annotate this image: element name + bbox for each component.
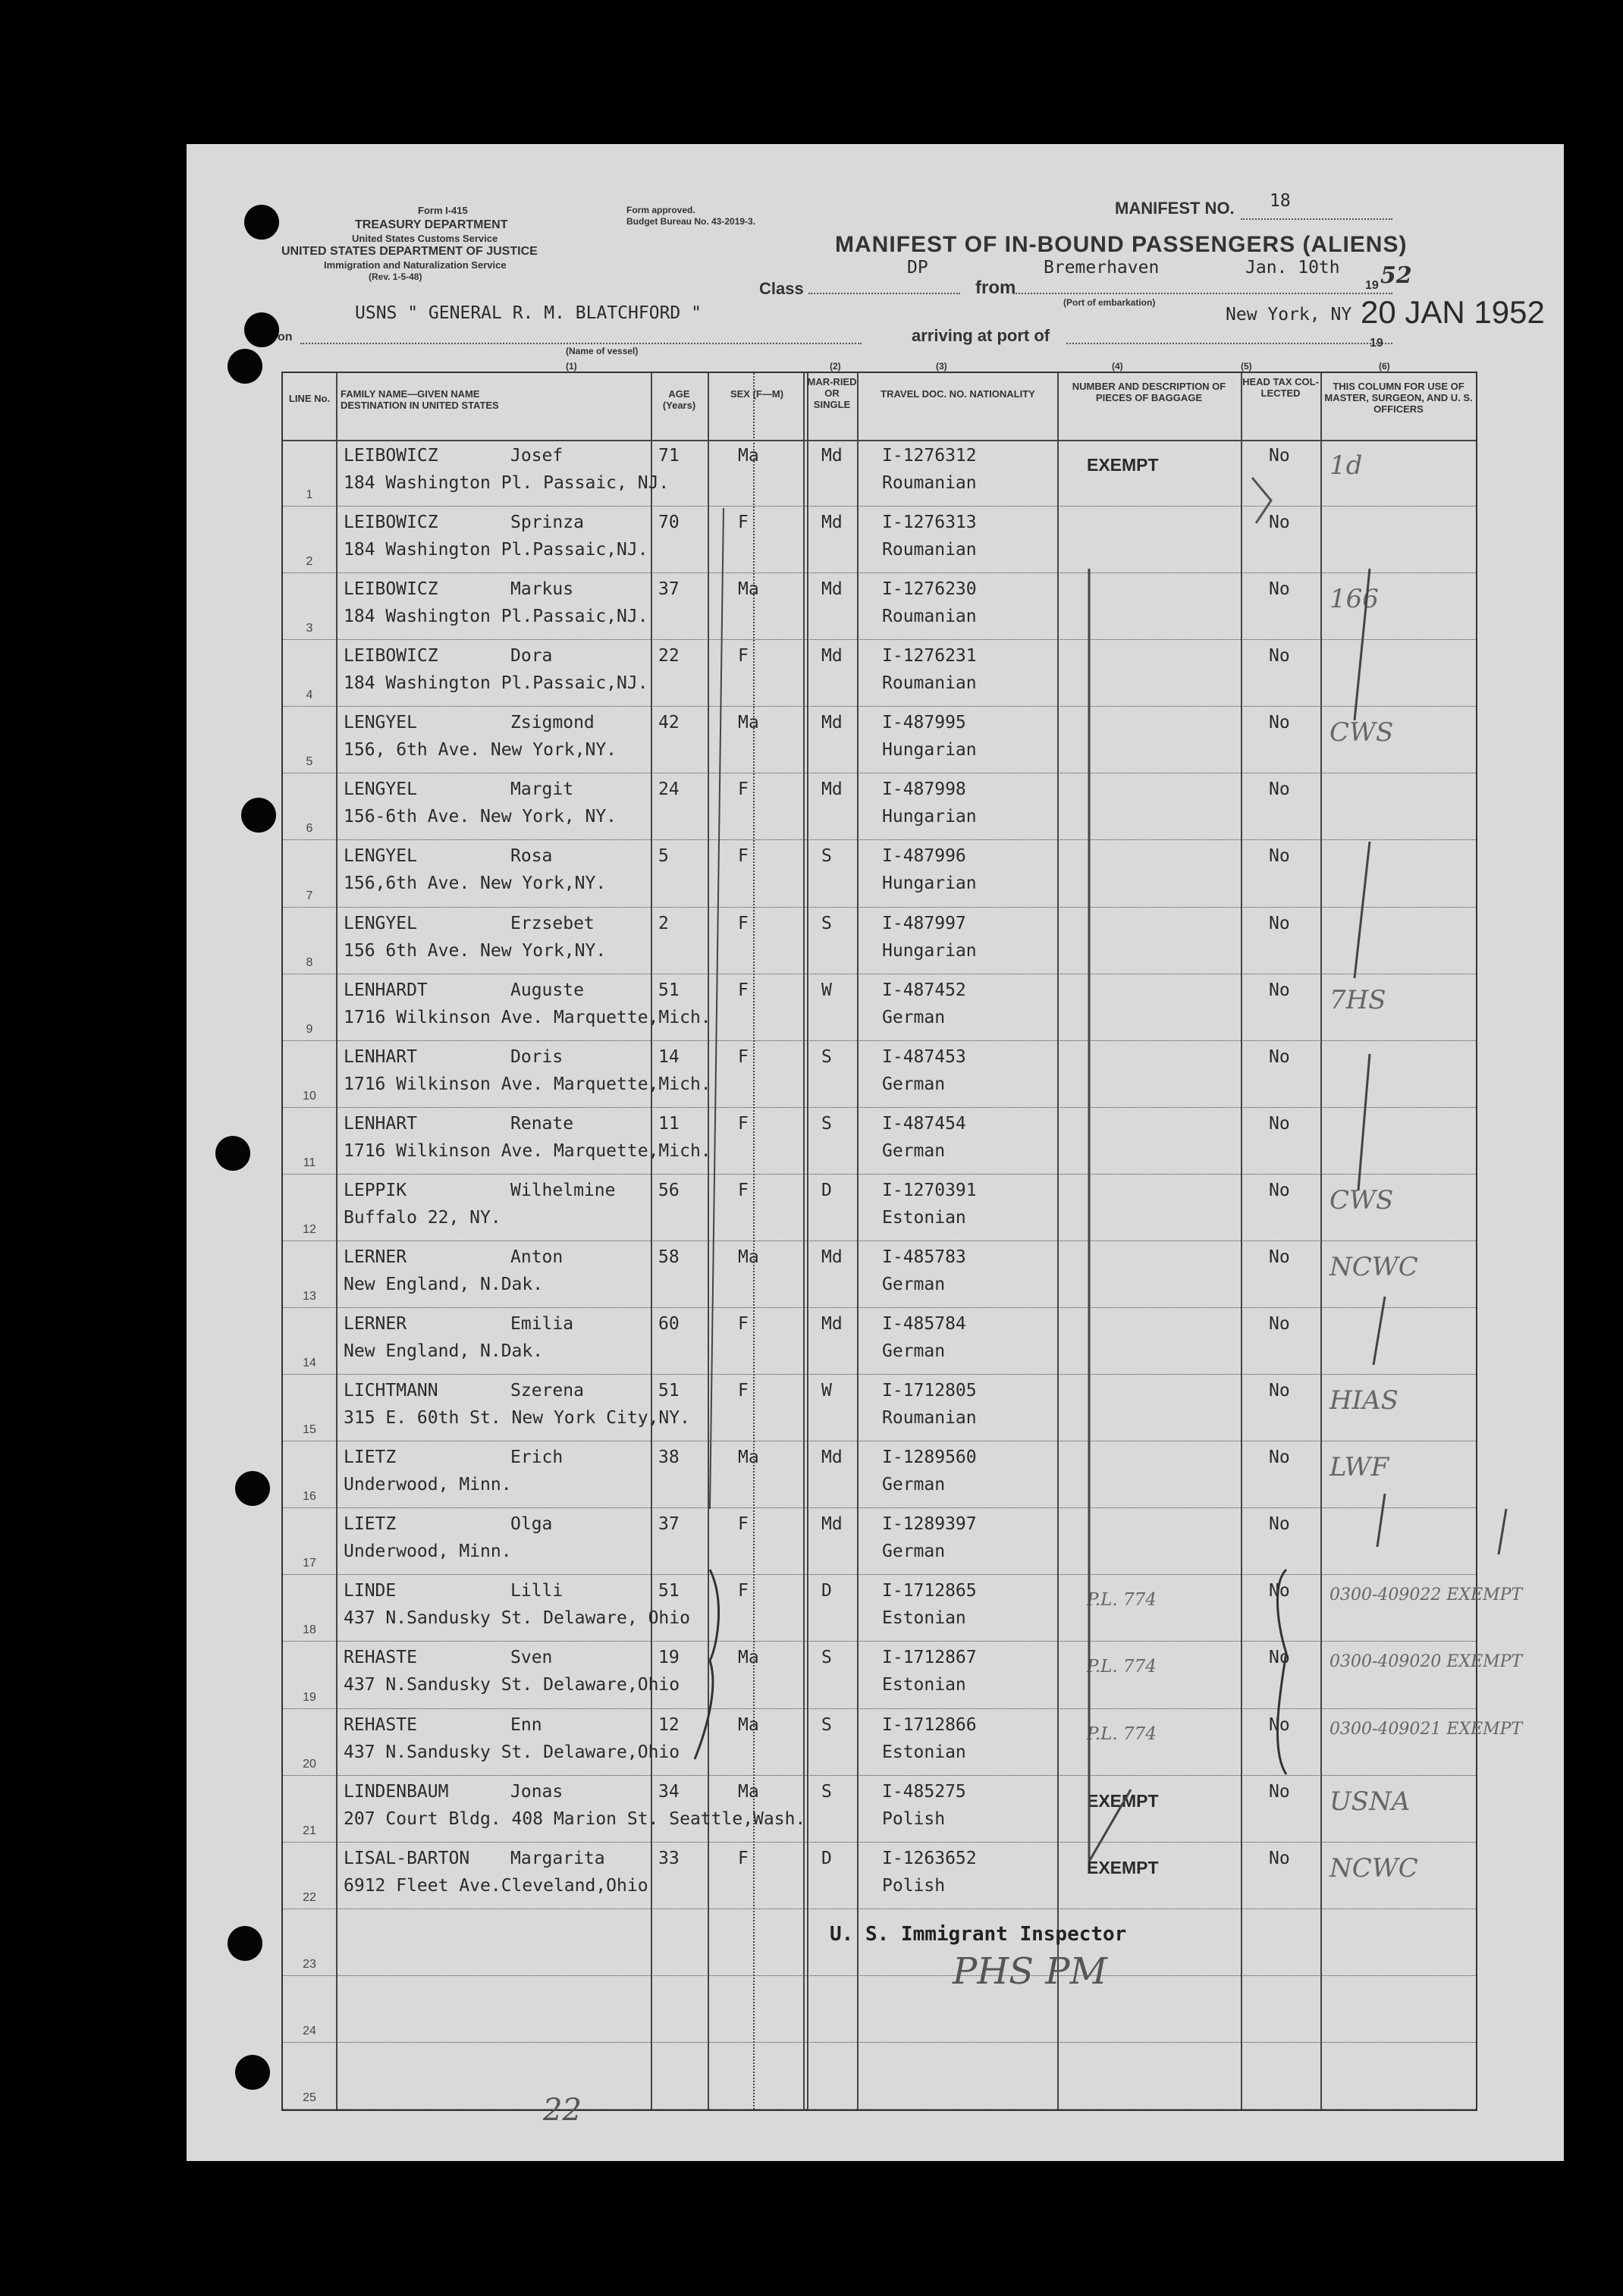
line-number: 22 [303,1890,316,1904]
cell-ms: S [821,1714,832,1735]
cell-ms: S [821,1648,832,1668]
cell-tax: No [1269,846,1290,867]
cell-ms: Md [821,646,843,667]
cell-given: Josef [510,446,563,466]
cell-bag: EXEMPT [1087,1790,1159,1811]
cell-family: LIETZ [344,1514,397,1535]
cell-doc: I-1712866 [882,1714,977,1735]
cell-tax: No [1269,1848,1290,1868]
year-printed: 19 [1365,279,1379,292]
cell-tax: No [1269,1781,1290,1802]
col-sex-header: SEX (F—M) [730,388,784,400]
cell-nat: Roumanian [882,1408,977,1429]
cell-ms: Md [821,513,843,533]
col-married-header: MAR-RIED OR SINGLE [807,376,857,410]
cell-tax: No [1269,1381,1290,1401]
line-number: 7 [306,889,313,902]
line-number: 21 [303,1824,316,1837]
cell-age: 51 [658,980,680,1000]
cell-age: 58 [658,1247,680,1267]
cell-nat: German [882,1274,946,1294]
cell-given: Jonas [510,1781,563,1802]
line-number: 19 [303,1690,316,1704]
cell-given: Sven [510,1648,553,1668]
cell-doc: I-1263652 [882,1848,977,1868]
cell-dest: 184 Washington Pl.Passaic,NJ. [344,607,648,627]
cell-nat: German [882,1475,946,1495]
cell-doc: I-1270391 [882,1180,977,1200]
cell-ms: Md [821,1514,843,1535]
cell-tax: No [1269,1581,1290,1601]
cell-note: 1d [1329,450,1363,481]
line-number: 11 [303,1156,316,1169]
col-num-6: (6) [1379,361,1390,372]
cell-doc: I-487453 [882,1046,966,1067]
cell-sex: F [738,1314,749,1335]
cell-dest: New England, N.Dak. [344,1341,544,1362]
cell-nat: German [882,1074,946,1094]
arriving-label: arriving at port of [912,326,1050,345]
cell-family: LEIBOWICZ [344,579,438,600]
cell-nat: Estonian [882,1675,966,1695]
form-number: Form I-415 [418,205,468,216]
cell-sex: Ma [738,1448,759,1468]
cell-doc: I-487454 [882,1113,966,1134]
cell-given: Zsigmond [510,713,595,733]
cell-family: LIETZ [344,1448,397,1468]
cell-sex: Ma [738,713,759,733]
cell-sex: F [738,1180,749,1200]
cell-sex: F [738,513,749,533]
cell-note: LWF [1329,1452,1389,1483]
cell-nat: Polish [882,1808,946,1829]
cell-age: 51 [658,1381,680,1401]
cell-age: 37 [658,1514,680,1535]
cell-bag: P.L. 774 [1087,1657,1157,1677]
cell-note: 0300-409020 EXEMPT [1329,1652,1523,1672]
cell-given: Olga [510,1514,553,1535]
manifest-title: MANIFEST OF IN-BOUND PASSENGERS (ALIENS) [835,232,1408,257]
line-number: 20 [303,1757,316,1771]
cell-nat: Hungarian [882,807,977,827]
cell-ms: W [821,980,832,1000]
cell-tax: No [1269,446,1290,466]
cell-note: HIAS [1329,1385,1399,1416]
cell-given: Sprinza [510,513,584,533]
cell-nat: Hungarian [882,940,977,961]
cell-family: LEPPIK [344,1180,407,1200]
arrival-port: New York, NY [1226,305,1352,325]
cell-doc: I-1289397 [882,1514,977,1535]
class-label: Class [759,279,804,298]
cell-family: LENGYEL [344,713,417,733]
col-num-1: (1) [566,361,577,372]
cell-age: 51 [658,1581,680,1601]
cell-bag: EXEMPT [1087,1857,1159,1877]
line-number: 25 [303,2091,316,2104]
cell-given: Erich [510,1448,563,1468]
line-number: 17 [303,1557,316,1570]
cell-sex: Ma [738,1648,759,1668]
cell-nat: Estonian [882,1608,966,1629]
cell-age: 33 [658,1848,680,1868]
cell-family: LEIBOWICZ [344,446,438,466]
cell-sex: F [738,1514,749,1535]
line-number: 23 [303,1957,316,1971]
line-number: 12 [303,1222,316,1236]
cell-nat: Roumanian [882,607,977,627]
cell-dest: 437 N.Sandusky St. Delaware, Ohio [344,1608,690,1629]
cell-doc: I-1712867 [882,1648,977,1668]
cell-doc: I-487997 [882,913,966,933]
cell-given: Enn [510,1714,542,1735]
cell-given: Lilli [510,1581,563,1601]
line-number: 18 [303,1623,316,1637]
cell-nat: Hungarian [882,874,977,894]
cell-doc: I-1276230 [882,579,977,600]
cell-nat: Estonian [882,1207,966,1228]
cell-ms: S [821,1781,832,1802]
line-number: 10 [303,1089,316,1103]
cell-dest: Underwood, Minn. [344,1475,512,1495]
from-date: Jan. 10th [1245,258,1340,278]
cell-family: LENHARDT [344,980,428,1000]
cell-given: Dora [510,646,553,667]
cell-ms: S [821,1046,832,1067]
cell-doc: I-1289560 [882,1448,977,1468]
col-name-header: FAMILY NAME—GIVEN NAME DESTINATION IN UNITED STATES [341,388,499,411]
cell-tax: No [1269,713,1290,733]
cell-doc: I-487996 [882,846,966,867]
cell-dest: 437 N.Sandusky St. Delaware,Ohio [344,1675,680,1695]
cell-tax: No [1269,1448,1290,1468]
cell-doc: I-1276313 [882,513,977,533]
cell-bag: P.L. 774 [1087,1590,1157,1611]
cell-dest: 184 Washington Pl.Passaic,NJ. [344,540,648,560]
cell-nat: Hungarian [882,740,977,761]
vessel-name: USNS " GENERAL R. M. BLATCHFORD " [355,303,702,323]
cell-dest: 1716 Wilkinson Ave. Marquette,Mich. [344,1074,711,1094]
cell-sex: Ma [738,579,759,600]
line-number: 14 [303,1357,316,1370]
class-value: DP [907,258,928,278]
cell-sex: Ma [738,446,759,466]
line-number: 3 [306,622,313,635]
cell-note: 0300-409022 EXEMPT [1329,1586,1523,1605]
cell-family: LENHART [344,1113,417,1134]
cell-tax: No [1269,1514,1290,1535]
cell-given: Margarita [510,1848,605,1868]
cell-dest: 207 Court Bldg. 408 Marion St. Seattle,Wash. [344,1808,806,1829]
cell-dest: 1716 Wilkinson Ave. Marquette,Mich. [344,1140,711,1161]
line-number: 6 [306,822,313,836]
cell-tax: No [1269,1046,1290,1067]
cell-age: 5 [658,846,669,867]
punch-hole [228,1926,262,1961]
cell-given: Renate [510,1113,574,1134]
col-baggage-header: NUMBER AND DESCRIPTION OF PIECES OF BAGGAGE [1072,381,1226,403]
cell-ms: D [821,1848,832,1868]
year-written: 52 [1380,262,1412,289]
cell-ms: S [821,913,832,933]
cell-nat: German [882,1140,946,1161]
cell-given: Emilia [510,1314,574,1335]
line-number: 2 [306,555,313,569]
cell-family: LERNER [344,1247,407,1267]
cell-doc: I-485783 [882,1247,966,1267]
cell-family: LENGYEL [344,913,417,933]
cell-note: CWS [1329,717,1394,748]
cell-doc: I-487452 [882,980,966,1000]
cell-age: 38 [658,1448,680,1468]
cell-ms: S [821,846,832,867]
cell-doc: I-1276231 [882,646,977,667]
cell-age: 42 [658,713,680,733]
punch-hole [235,1471,270,1506]
cell-tax: No [1269,1180,1290,1200]
punch-hole [228,349,262,384]
cell-tax: No [1269,779,1290,800]
cell-age: 56 [658,1180,680,1200]
customs-service: United States Customs Service [352,233,498,244]
cell-nat: German [882,1007,946,1027]
cell-tax: No [1269,913,1290,933]
cell-given: Markus [510,579,574,600]
from-value: Bremerhaven [1044,258,1160,278]
cell-age: 14 [658,1046,680,1067]
cell-nat: German [882,1542,946,1562]
cell-given: Margit [510,779,574,800]
cell-age: 34 [658,1781,680,1802]
cell-tax: No [1269,1247,1290,1267]
cell-doc: I-1276312 [882,446,977,466]
cell-dest: 156 6th Ave. New York,NY. [344,940,607,961]
cell-nat: Roumanian [882,473,977,493]
punch-hole [241,798,276,833]
cell-tax: No [1269,1714,1290,1735]
punch-hole [244,312,279,347]
cell-age: 19 [658,1648,680,1668]
cell-given: Rosa [510,846,553,867]
ins-service: Immigration and Naturalization Service [324,259,507,271]
cell-age: 60 [658,1314,680,1335]
cell-dest: 184 Washington Pl. Passaic, NJ. [344,473,670,493]
cell-sex: F [738,1046,749,1067]
cell-sex: Ma [738,1247,759,1267]
cell-dest: 6912 Fleet Ave.Cleveland,Ohio [344,1875,648,1896]
cell-tax: No [1269,513,1290,533]
cell-tax: No [1269,980,1290,1000]
cell-sex: F [738,1581,749,1601]
cell-given: Wilhelmine [510,1180,616,1200]
manifest-no-value: 18 [1270,191,1291,211]
revision: (Rev. 1-5-48) [369,271,422,282]
justice-dept: UNITED STATES DEPARTMENT OF JUSTICE [281,245,538,258]
handwritten-marks [187,144,1564,2161]
col-age-header: AGE (Years) [662,388,696,411]
line-number: 8 [306,955,313,969]
cell-nat: Estonian [882,1742,966,1762]
cell-dest: 437 N.Sandusky St. Delaware,Ohio [344,1742,680,1762]
cell-sex: Ma [738,1781,759,1802]
cell-age: 37 [658,579,680,600]
cell-given: Erzsebet [510,913,595,933]
cell-sex: F [738,1381,749,1401]
cell-family: LICHTMANN [344,1381,438,1401]
cell-nat: Roumanian [882,673,977,694]
form-approved: Form approved. [626,205,695,215]
cell-dest: Buffalo 22, NY. [344,1207,501,1228]
col-num-4: (4) [1112,361,1123,372]
cell-sex: F [738,980,749,1000]
cell-note: 7HS [1329,984,1386,1015]
inspector-signature: PHS PM [953,1950,1107,1993]
cell-dest: Underwood, Minn. [344,1542,512,1562]
cell-family: LERNER [344,1314,407,1335]
col-travel-header: TRAVEL DOC. NO. NATIONALITY [881,388,1035,400]
line-number: 5 [306,755,313,769]
cell-ms: Md [821,713,843,733]
cell-note: USNA [1329,1786,1411,1817]
treasury-dept: TREASURY DEPARTMENT [355,218,508,231]
vessel-label: (Name of vessel) [566,346,639,356]
cell-tax: No [1269,579,1290,600]
cell-tax: No [1269,1113,1290,1134]
cell-given: Auguste [510,980,584,1000]
cell-dest: 1716 Wilkinson Ave. Marquette,Mich. [344,1007,711,1027]
cell-family: LENHART [344,1046,417,1067]
arrival-date-stamp: 20 JAN 1952 [1361,294,1545,330]
cell-sex: F [738,1113,749,1134]
cell-doc: I-487995 [882,713,966,733]
cell-ms: Md [821,446,843,466]
line-number: 15 [303,1423,316,1437]
cell-ms: S [821,1113,832,1134]
col-headtax-header: HEAD TAX COL-LECTED [1242,376,1319,399]
line-number: 16 [303,1490,316,1504]
cell-ms: W [821,1381,832,1401]
cell-doc: I-1712865 [882,1581,977,1601]
cell-note: 0300-409021 EXEMPT [1329,1719,1523,1739]
line-number: 9 [306,1022,313,1036]
cell-family: LEIBOWICZ [344,646,438,667]
cell-age: 71 [658,446,680,466]
cell-doc: I-485275 [882,1781,966,1802]
col-officers-header: THIS COLUMN FOR USE OF MASTER, SURGEON, AND U. S. OFFICERS [1324,381,1473,415]
cell-sex: F [738,646,749,667]
cell-age: 11 [658,1113,680,1134]
cell-family: LENGYEL [344,846,417,867]
cell-nat: Roumanian [882,540,977,560]
cell-sex: F [738,1848,749,1868]
cell-note: NCWC [1329,1251,1418,1282]
col-line-header: LINE No. [288,393,331,404]
cell-age: 2 [658,913,669,933]
col-num-2: (2) [830,361,841,372]
cell-dest: 156-6th Ave. New York, NY. [344,807,617,827]
cell-tax: No [1269,646,1290,667]
cell-dest: 184 Washington Pl.Passaic,NJ. [344,673,648,694]
cell-sex: Ma [738,1714,759,1735]
line-number: 1 [306,488,313,502]
cell-dest: New England, N.Dak. [344,1274,544,1294]
cell-sex: F [738,913,749,933]
cell-age: 24 [658,779,680,800]
cell-dest: 156, 6th Ave. New York,NY. [344,740,617,761]
cell-doc: I-1712805 [882,1381,977,1401]
port-embark-label: (Port of embarkation) [1063,297,1156,308]
cell-family: LISAL-BARTON [344,1848,470,1868]
cell-tax: No [1269,1314,1290,1335]
cell-sex: F [738,779,749,800]
cell-age: 70 [658,513,680,533]
cell-note: CWS [1329,1184,1394,1215]
col-num-5: (5) [1241,361,1252,372]
on-label: on [278,331,293,343]
cell-family: REHASTE [344,1714,417,1735]
punch-hole [215,1136,250,1171]
cell-ms: Md [821,779,843,800]
from-label: from [975,278,1016,298]
cell-sex: F [738,846,749,867]
cell-note: NCWC [1329,1852,1418,1884]
budget-bureau: Budget Bureau No. 43-2019-3. [626,216,756,227]
cell-bag: EXEMPT [1087,455,1159,475]
cell-family: LINDENBAUM [344,1781,449,1802]
cell-family: LEIBOWICZ [344,513,438,533]
cell-given: Szerena [510,1381,584,1401]
cell-family: LINDE [344,1581,397,1601]
cell-given: Anton [510,1247,563,1267]
manifest-sheet [187,144,1564,2161]
cell-age: 22 [658,646,680,667]
year-printed-2: 19 [1370,337,1383,350]
footer-count: 22 [543,2093,582,2128]
punch-hole [235,2055,270,2090]
cell-bag: P.L. 774 [1087,1724,1157,1744]
cell-ms: D [821,1180,832,1200]
cell-family: REHASTE [344,1648,417,1668]
line-number: 4 [306,688,313,702]
manifest-no-label: MANIFEST NO. [1115,199,1235,218]
cell-ms: Md [821,1448,843,1468]
cell-ms: Md [821,579,843,600]
cell-ms: Md [821,1247,843,1267]
punch-hole [244,205,279,240]
cell-doc: I-485784 [882,1314,966,1335]
cell-dest: 315 E. 60th St. New York City,NY. [344,1408,690,1429]
line-number: 13 [303,1290,316,1303]
cell-age: 12 [658,1714,680,1735]
cell-nat: German [882,1341,946,1362]
col-num-3: (3) [936,361,947,372]
cell-doc: I-487998 [882,779,966,800]
cell-ms: D [821,1581,832,1601]
inspector-label: U. S. Immigrant Inspector [830,1923,1127,1946]
cell-note: 166 [1329,584,1379,615]
cell-given: Doris [510,1046,563,1067]
cell-dest: 156,6th Ave. New York,NY. [344,874,607,894]
cell-family: LENGYEL [344,779,417,800]
cell-nat: Polish [882,1875,946,1896]
cell-tax: No [1269,1648,1290,1668]
cell-ms: Md [821,1314,843,1335]
line-number: 24 [303,2024,316,2037]
